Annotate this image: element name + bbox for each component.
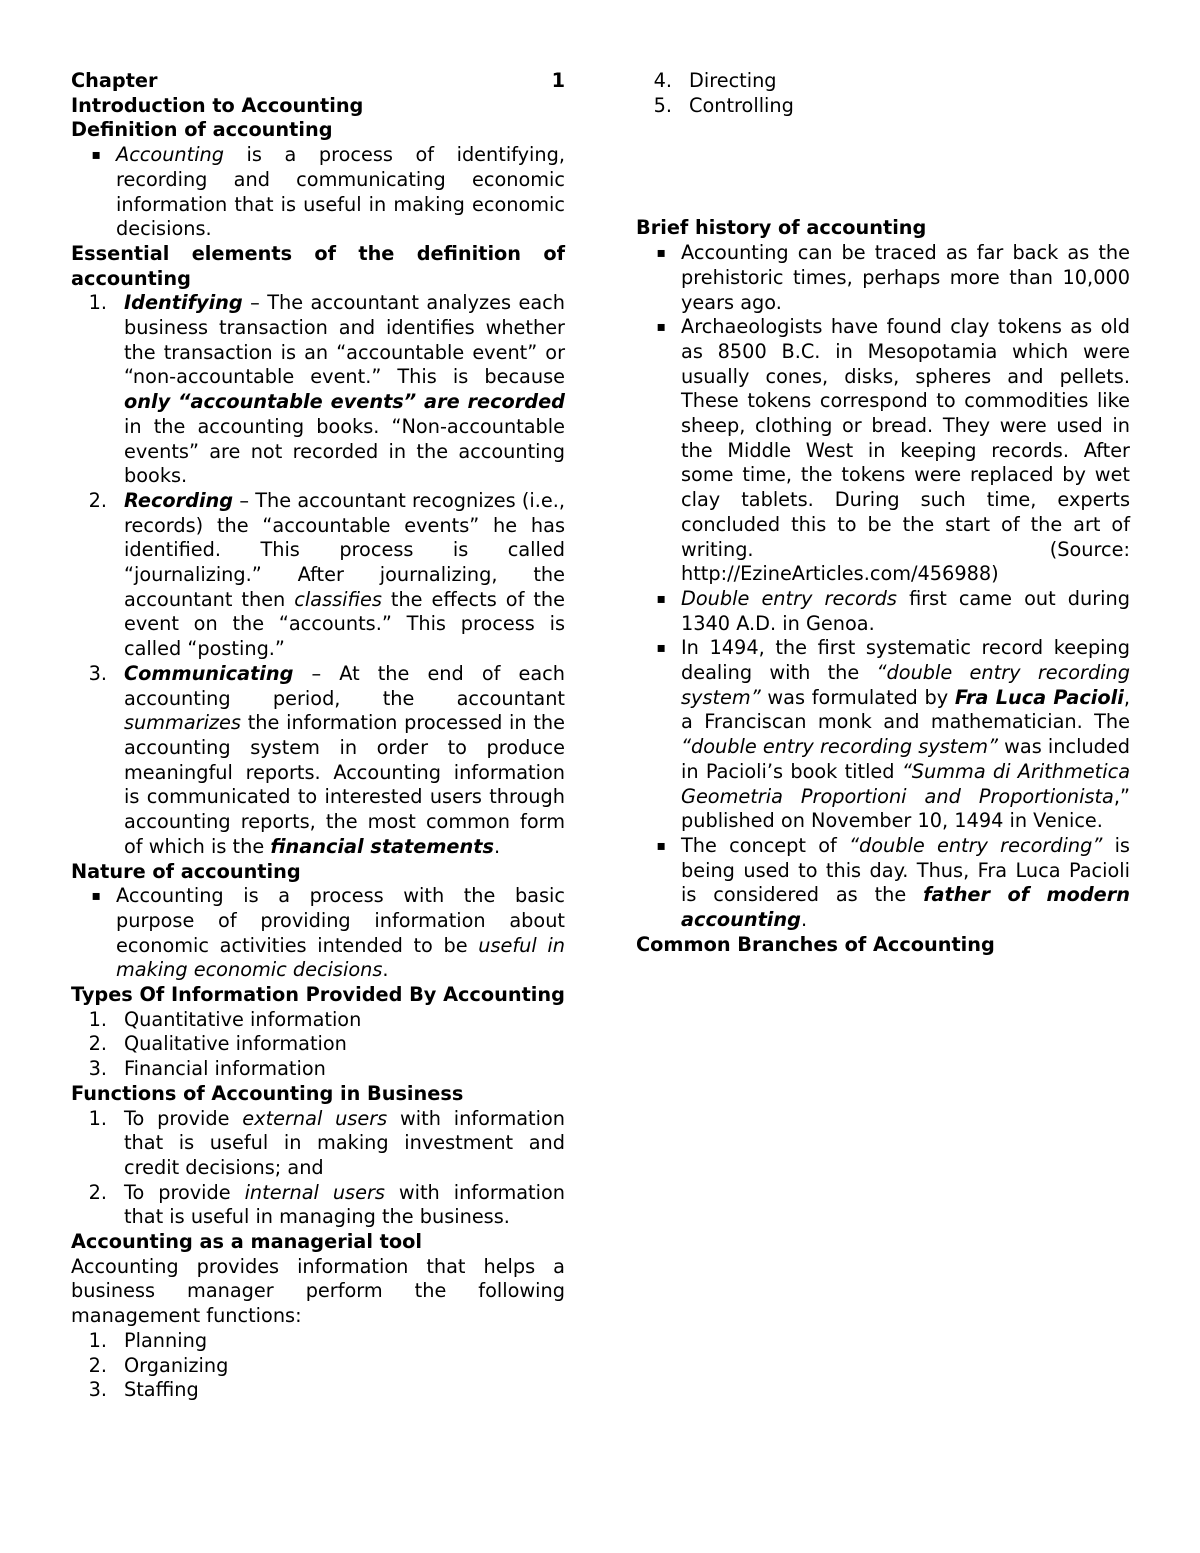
list-item	[636, 315, 1130, 587]
essential-term: Recording	[124, 488, 234, 512]
chapter-line	[71, 69, 565, 94]
list-item	[71, 1378, 565, 1403]
list-item-text: Planning	[124, 1328, 208, 1352]
list-item-text: Qualitative information	[124, 1032, 347, 1056]
bullet-icon: ▪	[656, 837, 666, 854]
functions-heading: Functions of Accounting in Business	[71, 1081, 464, 1105]
left-column	[71, 69, 565, 1403]
nature-list	[71, 884, 565, 983]
essential-term: Communicating	[124, 661, 294, 685]
nature-heading: Nature of accounting	[71, 859, 301, 883]
list-number: 2.	[88, 1353, 107, 1377]
essential-term: Identifying	[124, 291, 243, 315]
list-item	[71, 143, 565, 242]
history-heading: Brief history of accounting	[636, 216, 927, 240]
list-item	[71, 1057, 565, 1082]
list-number: 1.	[88, 1106, 107, 1130]
list-item-text: To provide external users with information that is useful in making investment and credit decisions; and	[124, 1106, 565, 1179]
types-heading: Types Of Information Provided By Accounting	[71, 983, 565, 1007]
list-item	[71, 1354, 565, 1379]
spacer	[636, 118, 1130, 216]
history-text: Accounting can be traced as far back as the prehistoric times, perhaps more than 10,000 years ago.	[681, 241, 1130, 314]
bullet-icon: ▪	[656, 319, 666, 336]
list-item-text: Organizing	[124, 1353, 229, 1377]
list-item-text: To provide internal users with information that is useful in managing the business.	[124, 1180, 565, 1229]
essential-item-text: Recording – The accountant recognizes (i.e., records) the “accountable events” he has identified. This process is called “journalizing.” After journalizing, the accountant then classifies the effects of the event on the “accounts.” This process is called “posting.”	[124, 488, 566, 661]
list-item	[71, 1181, 565, 1230]
bullet-icon: ▪	[656, 245, 666, 262]
list-number: 3.	[88, 1057, 107, 1081]
list-number: 1.	[88, 291, 107, 315]
list-item-text: Staffing	[124, 1378, 199, 1402]
list-number: 3.	[88, 1378, 107, 1402]
list-item-text: Controlling	[689, 93, 794, 117]
list-item	[71, 1008, 565, 1033]
essential-item-text: Identifying – The accountant analyzes each business transaction and identifies whether the transaction is an “accountable event” or “non-accountable event.” This is because only “accountable events” are recorded in the accounting books. “Non-accountable events” are not recorded in the accounting books.	[124, 291, 565, 488]
history-text: Double entry records first came out during 1340 A.D. in Genoa.	[681, 586, 1130, 635]
list-item-text: Financial information	[124, 1057, 326, 1081]
list-number: 5.	[653, 93, 672, 117]
list-item	[636, 94, 1130, 119]
definition-heading: Definition of accounting	[71, 118, 333, 142]
list-number: 4.	[653, 69, 672, 92]
managerial-heading: Accounting as a managerial tool	[71, 1230, 422, 1254]
managerial-list	[71, 1329, 565, 1403]
types-list	[71, 1008, 565, 1082]
bullet-icon: ▪	[656, 640, 666, 657]
chapter-label: Chapter	[71, 69, 158, 92]
list-item	[71, 884, 565, 983]
list-number: 3.	[88, 661, 107, 685]
list-item-text: Directing	[689, 69, 777, 92]
list-number: 2.	[88, 1180, 107, 1204]
managerial-list-continued	[636, 69, 1130, 118]
list-number: 1.	[88, 1007, 107, 1031]
list-item	[71, 1032, 565, 1057]
history-text: In 1494, the first systematic record keeping dealing with the “double entry recording system” was formulated by Fra Luca Pacioli, a Franciscan monk and mathematician. The “double entry recording system” was included in Pacioli’s book titled “Summa di Arithmetica Geometria Proportioni and Proportionista,” published on November 10, 1494 in Venice.	[681, 636, 1131, 833]
bullet-icon: ▪	[656, 590, 666, 607]
history-text: The concept of “double entry recording” is being used to this day. Thus, Fra Luca Pacioli is considered as the father of modern accounting.	[681, 833, 1130, 932]
branches-heading: Common Branches of Accounting	[636, 932, 995, 956]
history-list	[636, 241, 1130, 933]
list-number: 2.	[88, 1032, 107, 1056]
list-item	[71, 489, 565, 662]
list-item	[636, 69, 1130, 94]
essential-item-text: Communicating – At the end of each accounting period, the accountant summarizes the information processed in the accounting system in order to produce meaningful reports. Accounting information is communicated to interested users through accounting reports, the most common form of which is the financial statements.	[124, 661, 565, 858]
definition-list	[71, 143, 565, 242]
list-item-text: Quantitative information	[124, 1007, 362, 1031]
list-item	[636, 587, 1130, 636]
list-item	[636, 241, 1130, 315]
right-column	[636, 69, 1130, 958]
list-number: 1.	[88, 1328, 107, 1352]
bullet-icon: ▪	[91, 888, 101, 905]
list-item	[71, 662, 565, 860]
list-item	[71, 291, 565, 489]
definition-text: Accounting is a process of identifying, recording and communicating economic information that is useful in making economic decisions.	[116, 143, 565, 241]
list-item	[636, 834, 1130, 933]
managerial-intro: Accounting provides information that helps a business manager perform the following management functions:	[71, 1254, 565, 1328]
definition-term: Accounting	[116, 143, 225, 167]
essential-list	[71, 291, 565, 859]
nature-text: Accounting is a process with the basic purpose of providing information about economic activities intended to be useful in making economic decisions.	[116, 884, 565, 982]
list-item	[71, 1107, 565, 1181]
bullet-icon: ▪	[91, 147, 101, 164]
essential-heading: Essential elements of the definition of accounting	[71, 241, 565, 290]
chapter-number: 1	[551, 69, 565, 92]
functions-list	[71, 1107, 565, 1231]
list-item	[71, 1329, 565, 1354]
list-item	[636, 636, 1130, 834]
list-number: 2.	[88, 488, 107, 512]
chapter-title: Introduction to Accounting	[71, 93, 364, 117]
history-text: Archaeologists have found clay tokens as old as 8500 B.C. in Mesopotamia which were usually cones, disks, spheres and pellets. These tokens correspond to commodities like sheep, clothing or bread. They were used in the Middle West in keeping records. After some time, the tokens were replaced by wet clay tablets. During such time, experts concluded this to be the start of the art of writing. (Source: http://EzineArticles.com/456988)	[681, 315, 1130, 586]
